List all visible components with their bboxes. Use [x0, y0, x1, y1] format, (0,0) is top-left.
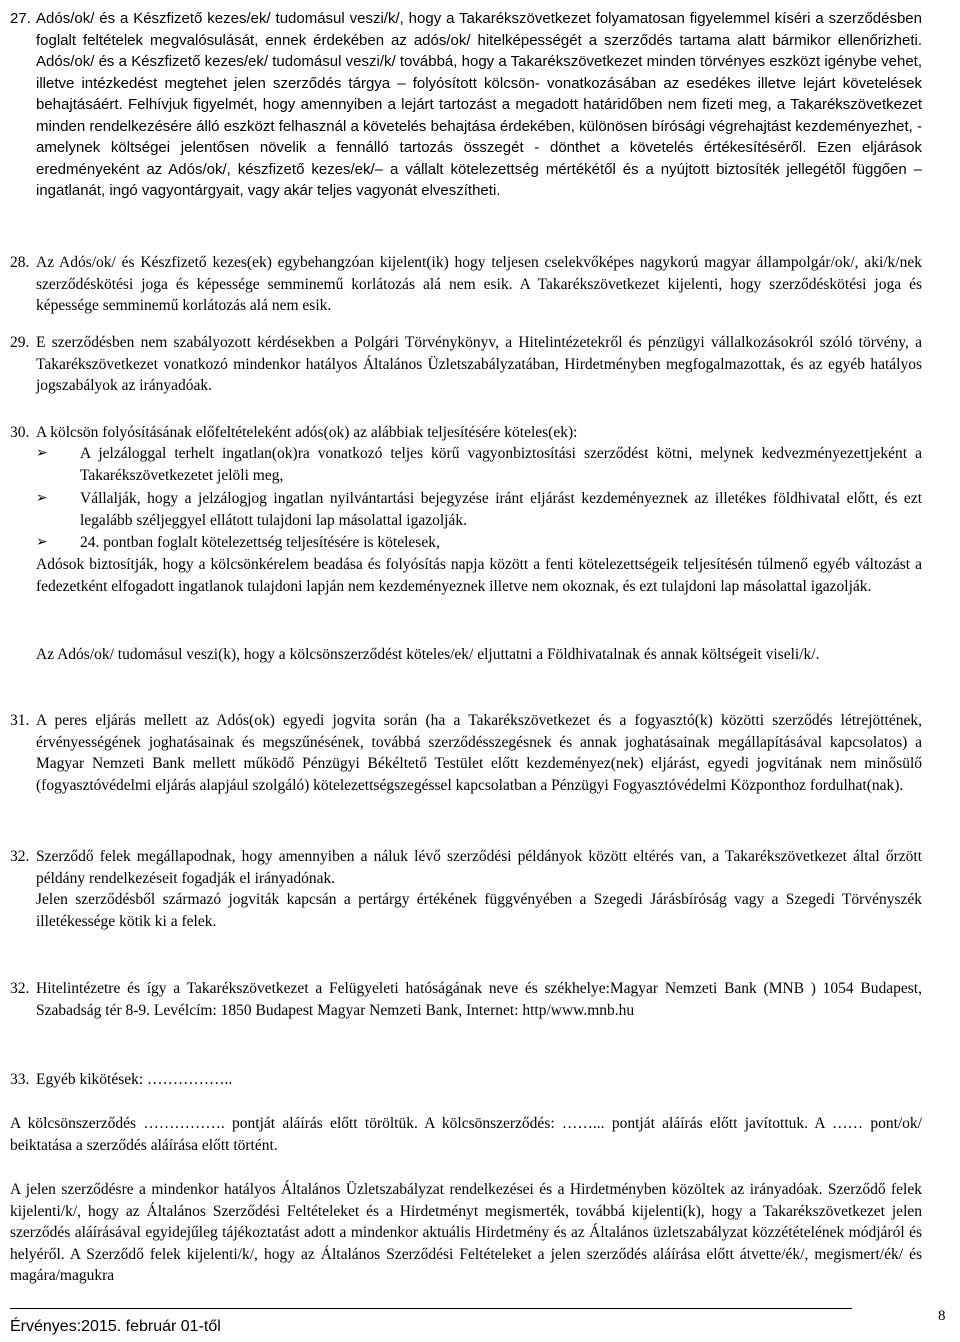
clause-30-continuation — [10, 554, 922, 597]
clause-33 — [10, 1069, 922, 1091]
clause-number: 30. — [10, 424, 30, 441]
clause-number: 29. — [10, 334, 30, 351]
footer-divider — [10, 1308, 852, 1309]
clause-text: Hitelintézetre és így a Takarékszövetkezet a Felügyeleti hatóságának neve és székhelye:Magyar Nemzeti Bank (MNB ) 1054 Budapest, Szabadság tér 8-9. Levélcím: 1850 Budapest Magyar Nemzeti Bank, Internet: http/www.mnb.hu — [36, 980, 922, 1019]
clause-27 — [10, 8, 922, 202]
clause-number: 32. — [10, 848, 30, 865]
clause-29 — [10, 332, 922, 397]
clause-32b — [10, 978, 922, 1021]
bullet-text: Vállalják, hogy a jelzálogjog ingatlan nyilvántartási bejegyzése iránt eljárást kezdeményeznek az illetékes földhivatal előtt, és ezt legalább széljeggyel ellátott tulajdoni lap másolattal igazolják. — [80, 490, 922, 529]
closing-text: A jelen szerződésre a mindenkor hatályos Általános Üzletszabályzat rendelkezései és a Hirdetményben közöltek az irányadóak. Szerződő felek kijelenti/k/, hogy az Általános Szerződési Feltételeket és a Hirdetményt megismerték, továbbá kijelenti(k), hogy a Takarékszövetkezet jelen szerződés aláírásával egyidejűleg tájékoztatást adott a mindenkor aktuális Hirdetmény és az Általános üzletszabályzat közzétételének módjáról és helyéről. A Szerződő felek kijelenti/k/, hogy az Általános Szerződési Feltételeket a jelen szerződés aláírása előtt átvette/ék/, megismert/ék/ és magára/magukra — [10, 1181, 922, 1284]
clause-32a — [10, 846, 922, 932]
clause-text: A peres eljárás mellett az Adós(ok) egyedi jogvita során (ha a Takarékszövetkezet és a fogyasztó(k) közötti szerződés létrejöttének, érvényességének joghatásainak és megszűnésének, továbbá szerződésszegésnek és annak joghatásainak megállapításával kapcsolatos) a Magyar Nemzeti Bank mellett működő Pénzügyi Békéltető Testület előtt kezdeményez(nek) eljárást, egyedi jogvitának nem minősülő (fogyasztóvédelmi eljárás alapjául szolgáló) kötelezettségszegéssel kapcsolatban a Pénzügyi Fogyasztóvédelmi Központhoz fordulhat(nak). — [36, 712, 922, 794]
clause-text: Adós/ok/ és a Készfizető kezes/ek/ tudomásul veszi/k/, hogy a Takarékszövetkezet folyamatosan figyelemmel kíséri a szerződésben foglalt feltételek megvalósulását, ennek érdekében az adós/ok/ hitelképességét a szerződés tartama alatt bármikor ellenőrizheti. Adós/ok/ és a Készfizető kezes/ek/ tudomásul veszi/k/ továbbá, hogy a Takarékszövetkezet minden törvényes eszközt igénybe vehet, illetve intézkedést megtehet jelen szerződés tárgya – folyósított kölcsön- vonatkozásában az esedékes illetve lejárt követelések behajtásáért. Felhívjuk figyelmét, hogy amennyiben a lejárt tartozást a megadott határidőben nem fizeti meg, a Takarékszövetkezet minden rendelkezésére álló eszközt felhasznál a követelés behajtása érdekében, különösen bírósági végrehajtást kezdeményezhet, - amelynek költségei jelentősen növelik a fennálló tartozás összegét - dönthet a követelés értékesítéséről. Ezen eljárások eredményeként az Adós/ok/, készfizető kezes/ek/– a vállalt kötelezettség mértékétől és a nyújtott biztosíték jellegétől függően – ingatlanát, ingó vagyontárgyait, vagy akár teljes vagyonát elveszítheti. — [36, 10, 922, 199]
clause-text: Adósok biztosítják, hogy a kölcsönkérelem beadása és folyósítás napja között a fenti kötelezettségeik teljesítésén túlmenő egyéb változást a fedezetként elfogadott ingatlanok tulajdoni lapján nem kezdeményeznek illetve nem okoznak, és ezt tulajdoni lap másolattal igazolják. — [36, 556, 922, 595]
clause-number: 33. — [10, 1071, 30, 1088]
clause-text: Egyéb kikötések: …………….. — [36, 1071, 233, 1088]
clause-text: A kölcsön folyósításának előfeltételeként adós(ok) az alábbiak teljesítésére köteles(ek): — [36, 424, 578, 441]
bullet-item — [10, 488, 922, 531]
clause-text: Szerződő felek megállapodnak, hogy amennyiben a náluk lévő szerződési példányok között eltérés van, a Takarékszövetkezet által őrzött példány rendelkezéseit fogadják el irányadónak. — [36, 848, 922, 887]
clause-30-note — [10, 644, 922, 666]
arrow-bullet-icon: ➢ — [36, 446, 48, 461]
clause-text: Az Adós/ok/ tudomásul veszi(k), hogy a kölcsönszerződést köteles/ek/ eljuttatni a Földhivatalnak és annak költségeit viseli/k/. — [36, 646, 820, 663]
clause-text: E szerződésben nem szabályozott kérdésekben a Polgári Törvénykönyv, a Hitelintézetekről és pénzügyi vállalkozásokról szóló törvény, a Takarékszövetkezet vonatkozó mindenkor hatályos Általános Üzletszabályzatában, Hirdetményben megfogalmazottak, és az egyéb hatályos jogszabályok az irányadóak. — [36, 334, 922, 394]
clause-text-2: Jelen szerződésből származó jogviták kapcsán a pertárgy értékének függvényében a Szegedi Járásbíróság vagy a Szegedi Törvényszék illetékessége kötik ki a felek. — [36, 891, 922, 930]
footer-validity: Érvényes:2015. február 01-től — [10, 1318, 221, 1335]
closing-paragraph — [10, 1179, 922, 1287]
arrow-bullet-icon: ➢ — [36, 491, 48, 506]
clause-31 — [10, 710, 922, 796]
clause-number: 27. — [10, 10, 31, 27]
bullet-item — [10, 443, 922, 486]
page-number: 8 — [938, 1308, 946, 1324]
arrow-bullet-icon: ➢ — [36, 535, 48, 550]
bullet-text: 24. pontban foglalt kötelezettség teljesítésére is kötelesek, — [80, 534, 440, 551]
clause-text: Az Adós/ok/ és Készfizető kezes(ek) egybehangzóan kijelent(ik) hogy teljesen cselekvőképes nagykorú magyar állampolgár/ok/, aki/k/nek szerződéskötési joga és képessége semminemű korlátozás alá nem esik. A Takarékszövetkezet kijelenti, hogy szerződéskötési joga és képessége semminemű korlátozás alá nem esik. — [36, 254, 922, 314]
corrections-text: A kölcsönszerződés ……………. pontját aláírás előtt töröltük. A kölcsönszerződés: ……... pontját aláírás előtt javítottuk. A …… pont/ok/ beiktatása a szerződés aláírása előtt történt. — [10, 1115, 922, 1154]
clause-30 — [10, 422, 922, 444]
bullet-item — [10, 532, 922, 554]
clause-number: 28. — [10, 254, 30, 271]
clause-number: 32. — [10, 980, 30, 997]
clause-number: 31. — [10, 712, 30, 729]
corrections-paragraph — [10, 1113, 922, 1156]
clause-28 — [10, 252, 922, 317]
bullet-text: A jelzáloggal terhelt ingatlan(ok)ra vonatkozó teljes körű vagyonbiztosítási szerződést kötni, melynek kedvezményezettjeként a Takarékszövetkezetet jelöli meg, — [80, 445, 922, 484]
